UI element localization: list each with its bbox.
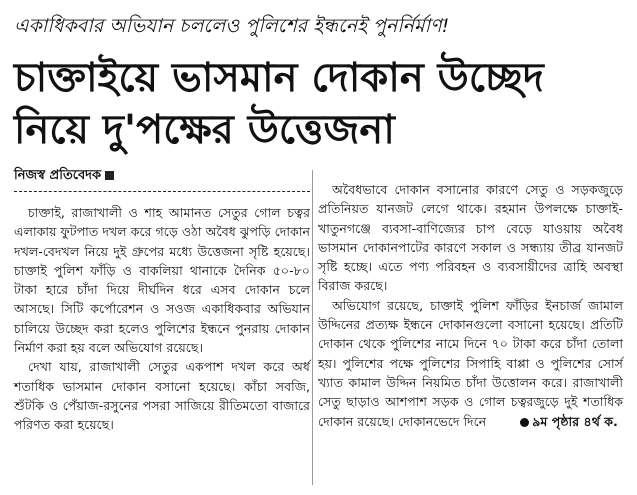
- headline-line-2: নিয়ে দু'পক্ষের উত্তেজনা: [14, 107, 395, 153]
- byline: [14, 166, 310, 192]
- headline: [14, 52, 626, 156]
- square-bullet-icon: [105, 171, 114, 180]
- byline-text: নিজস্ব প্রতিবেদক: [14, 168, 102, 183]
- bullet-dot-icon: [520, 418, 529, 427]
- jump-text: ৯ম পৃষ্ঠার ৪র্থ ক.: [532, 413, 618, 429]
- paragraph: অবৈধভাবে দোকান বসানোর কারণে সেতু ও সড়কজুড়ে প্রতিনিয়ত যানজট লেগে থাকে। রহমান উপলক্ষে চাক্তাই-খাতুনগঞ্জে ব্যবসা-বাণিজ্যের চাপ বেড়ে যাওয়ায় অবৈধ ভাসমান দোকানপাটের কারণে সকাল ও সন্ধ্যায় তীব্র যানজট সৃষ্টি হচ্ছে। এতে পণ্য পরিবহন ও ব্যবসায়ীদের ত্রাহি অবস্থা বিরাজ করছে।: [318, 182, 623, 294]
- paragraph: চাক্তাই, রাজাখালী ও শাহ আমানত সেতুর গোল চত্বর এলাকায় ফুটপাত দখল করে গড়ে ওঠা অবৈধ ঝুপড়ি দোকান দখল-বেদখল নিয়ে দুই গ্রুপের মধ্যে উত্তেজনা সৃষ্টি হয়েছে। চাক্তাই পুলিশ ফাঁড়ি ও বাকলিয়া থানাকে দৈনিক ৫০-৮০ টাকা হারে চাঁদা দিয়ে দীর্ঘদিন ধরে এসব দোকান চলে আসছে। সিটি কর্পোরেশন ও সওজ একাধিকবার অভিযান চালিয়ে উচ্ছেদ করা হলেও পুলিশের ইন্ধনে পুনরায় দোকান নির্মাণ করা হয় বলে অভিযোগ রয়েছে।: [14, 205, 310, 356]
- left-column: [14, 203, 310, 435]
- jump-reference: [506, 412, 618, 431]
- paragraph: দেখা যায়, রাজাখালী সেতুর একপাশ দখল করে অর্ধ শতাধিক ভাসমান দোকান বসানো হয়েছে। কাঁচা সবজি, শুঁটকি ও পেঁয়াজ-রসুনের পসরা সাজিয়ে রীতিমতো বাজারে পরিণত করা হয়েছে।: [14, 359, 310, 433]
- kicker-line: একাধিকবার অভিযান চললেও পুলিশের ইন্ধনেই পুনর্নির্মাণ!: [14, 15, 450, 37]
- right-column: [318, 180, 623, 431]
- column-divider: [312, 170, 313, 485]
- paragraph: [318, 296, 623, 431]
- paragraph-text: অভিযোগ রয়েছে, চাক্তাই পুলিশ ফাঁড়ির ইনচার্জ জামাল উদ্দিনের প্রত্যক্ষ ইন্ধনে দোকানগুলো বসানো হয়েছে। প্রতিটি দোকান থেকে পুলিশের নামে দিনে ৭০ টাকা করে চাঁদা তোলা হয়। পুলিশের পক্ষে পুলিশের সিপাহি বাপ্পা ও পুলিশের সোর্স খ্যাত কামাল উদ্দিন নিয়মিত চাঁদা উত্তোলন করে। রাজাখালী সেতু ছাড়াও আশপাশ সড়ক ও গোল চত্বরজুড়ে দুই শতাধিক দোকান রয়েছে। দোকানভেদে দিনে: [318, 297, 623, 429]
- headline-line-1: চাক্তাইয়ে ভাসমান দোকান উচ্ছেদ: [14, 55, 544, 101]
